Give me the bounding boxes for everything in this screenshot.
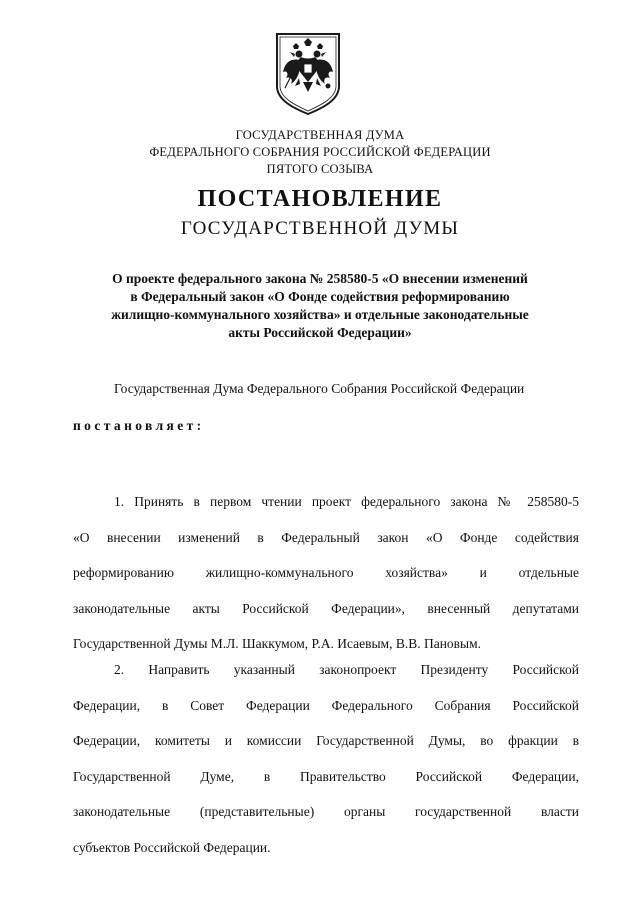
subject-line: акты Российской Федерации»: [228, 325, 412, 340]
resolution-paragraph-1: [73, 484, 579, 662]
header-line-assembly: ФЕДЕРАЛЬНОГО СОБРАНИЯ РОССИЙСКОЙ ФЕДЕРАЦИИ: [149, 145, 491, 159]
document-title: ПОСТАНОВЛЕНИЕ: [197, 186, 443, 212]
paragraph-line: 2. Направить указанный законопроект Президенту Российской: [114, 662, 579, 677]
paragraph-line: Федерации, комитеты и комиссии Государственной Думы, во фракции в: [73, 733, 579, 748]
paragraph-line: законодательные (представительные) органы государственной власти: [73, 804, 579, 819]
preamble-text: Государственная Дума Федерального Собрания Российской Федерации: [114, 381, 525, 396]
issuer-header: [0, 127, 640, 178]
paragraph-line: Государственной Думе, в Правительство Российской Федерации,: [73, 768, 579, 784]
paragraph-line: Государственной Думы М.Л. Шаккумом, Р.А. Исаевым, В.В. Пановым.: [73, 636, 482, 651]
subject-line: О проекте федерального закона № 258580-5 «О внесении изменений: [112, 271, 528, 286]
document-subject: [60, 270, 580, 342]
paragraph-line: 1. Принять в первом чтении проект федерального закона № 258580-5: [114, 494, 579, 509]
document-subtitle: ГОСУДАРСТВЕННОЙ ДУМЫ: [180, 218, 460, 239]
subject-line: в Федеральный закон «О Фонде содействия реформированию: [130, 289, 510, 304]
header-line-duma: ГОСУДАРСТВЕННАЯ ДУМА: [235, 128, 405, 142]
paragraph-line: законодательные акты Российской Федерации», внесенный депутатами: [73, 600, 579, 616]
paragraph-line: субъектов Российской Федерации.: [73, 839, 271, 855]
paragraph-line: «О внесении изменений в Федеральный закон «О Фонде содействия: [73, 529, 579, 545]
paragraph-line: Федерации, в Совет Федерации Федерального Собрания Российской: [73, 697, 579, 713]
subject-line: жилищно-коммунального хозяйства» и отдельные законодательные: [111, 307, 529, 322]
decision-word: постановляет:: [73, 418, 205, 433]
paragraph-line: реформированию жилищно-коммунального хозяйства» и отдельные: [73, 565, 579, 580]
header-line-convocation: ПЯТОГО СОЗЫВА: [266, 162, 374, 176]
coat-of-arms-icon: [273, 30, 343, 116]
resolution-paragraph-2: [73, 652, 579, 865]
